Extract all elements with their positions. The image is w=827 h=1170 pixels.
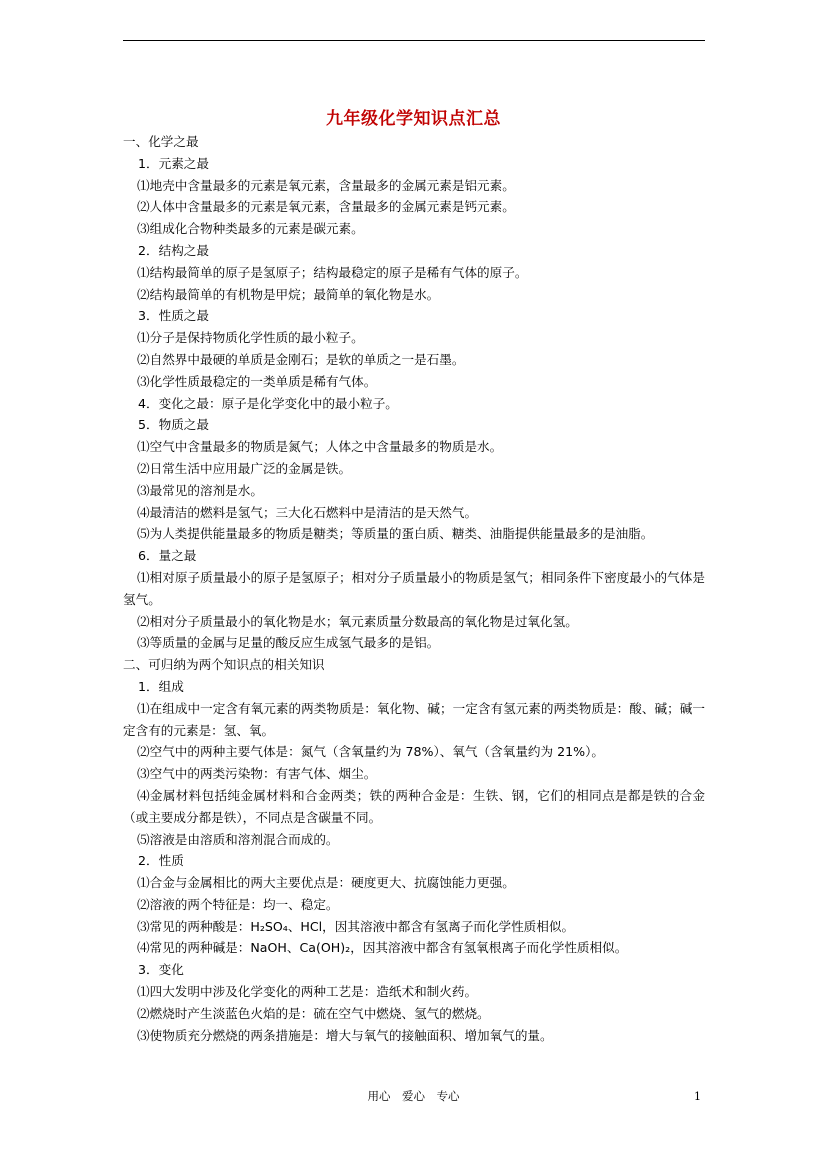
subsection-heading: 3．性质之最 [138,308,209,324]
list-item: ⑶使物质充分燃烧的两条措施是：增大与氧气的接触面积、增加氧气的量。 [137,1027,553,1043]
list-item: ⑸溶液是由溶质和溶剂混合而成的。 [137,831,339,847]
subsection-heading: 3．变化 [138,962,184,978]
list-item: ⑶空气中的两类污染物：有害气体、烟尘。 [137,766,377,782]
page-title: 九年级化学知识点汇总 [326,109,501,129]
subsection-heading: 6．量之最 [138,548,197,564]
list-item: ⑵燃烧时产生淡蓝色火焰的是：硫在空气中燃烧、氢气的燃烧。 [137,1005,490,1021]
list-item: ⑴在组成中一定含有氧元素的两类物质是：氧化物、碱；一定含有氢元素的两类物质是：酸、碱；碱一定含有的元素是：氢、氧。 [123,700,705,738]
subsection-heading: 1．组成 [138,678,184,694]
list-item: ⑴合金与金属相比的两大主要优点是：硬度更大、抗腐蚀能力更强。 [137,875,515,891]
document-body [123,131,705,1046]
subsection-heading: 5．物质之最 [138,417,209,433]
subsection-heading: 2．结构之最 [138,242,209,258]
list-item: ⑶常见的两种酸是：H₂SO₄、HCl，因其溶液中都含有氢离子而化学性质相似。 [137,918,575,934]
section-heading: 一、化学之最 [123,134,199,149]
list-item: ⑴相对原子质量最小的原子是氢原子；相对分子质量最小的物质是氢气；相同条件下密度最小的气体是氢气。 [123,569,705,607]
list-item: ⑵空气中的两种主要气体是：氮气（含氧量约为 78%）、氧气（含氧量约为 21%）。 [137,744,604,760]
list-item: ⑴分子是保持物质化学性质的最小粒子。 [137,330,364,346]
list-item: ⑶最常见的溶剂是水。 [137,482,263,498]
list-item: ⑴结构最简单的原子是氢原子；结构最稳定的原子是稀有气体的原子。 [137,264,528,280]
subsection-heading: 4．变化之最：原子是化学变化中的最小粒子。 [138,395,398,411]
list-item: ⑷最清洁的燃料是氢气；三大化石燃料中是清洁的是天然气。 [137,504,478,520]
list-item: ⑸为人类提供能量最多的物质是糖类；等质量的蛋白质、糖类、油脂提供能量最多的是油脂。 [137,526,654,542]
list-item: ⑶等质量的金属与足量的酸反应生成氢气最多的是铝。 [137,635,440,651]
list-item: ⑷金属材料包括纯金属材料和合金两类；铁的两种合金是：生铁、钢，它们的相同点是都是铁的合金（或主要成分都是铁），不同点是含碳量不同。 [123,787,705,825]
list-item: ⑵结构最简单的有机物是甲烷；最简单的氧化物是水。 [137,286,440,302]
footer-slogan: 用心 爱心 专心 [367,1089,460,1103]
subsection-heading: 2．性质 [138,853,184,869]
list-item: ⑵日常生活中应用最广泛的金属是铁。 [137,460,352,476]
subsection-heading: 1．元素之最 [138,155,209,171]
list-item: ⑷常见的两种碱是：NaOH、Ca(OH)₂，因其溶液中都含有氢氧根离子而化学性质相似。 [137,940,628,956]
list-item: ⑴空气中含量最多的物质是氮气；人体之中含量最多的物质是水。 [137,439,503,455]
list-item: ⑵自然界中最硬的单质是金刚石；是软的单质之一是石墨。 [137,351,465,367]
section-heading: 二、可归纳为两个知识点的相关知识 [123,657,325,673]
list-item: ⑴四大发明中涉及化学变化的两种工艺是：造纸术和制火药。 [137,984,478,1000]
list-item: ⑵溶液的两个特征是：均一、稳定。 [137,896,339,912]
page-number: 1 [694,1090,701,1103]
header-rule [123,40,705,41]
list-item: ⑴地壳中含量最多的元素是氧元素，含量最多的金属元素是铝元素。 [137,177,515,193]
list-item: ⑵相对分子质量最小的氧化物是水；氧元素质量分数最高的氧化物是过氧化氢。 [137,613,578,629]
list-item: ⑶化学性质最稳定的一类单质是稀有气体。 [137,373,377,389]
list-item: ⑶组成化合物种类最多的元素是碳元素。 [137,221,364,237]
list-item: ⑵人体中含量最多的元素是氧元素，含量最多的金属元素是钙元素。 [137,199,515,215]
